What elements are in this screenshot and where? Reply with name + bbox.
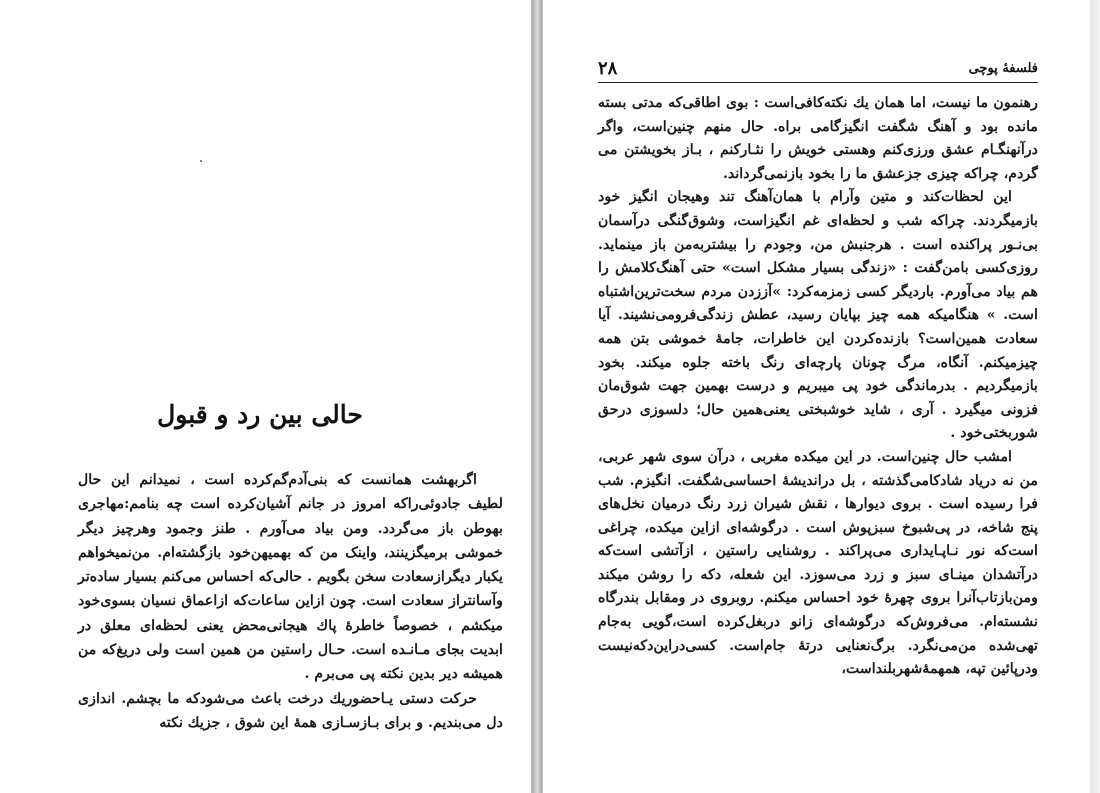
left-paragraph-1: اگربهشت همانست که بنی‌آدم‌گم‌کرده است ، نمیدانم این حال لطیف جادوئی‌راکه امروز در جانم آشیان‌کرده است چه بنامم:مهاجری بهوطن باز می‌گردد. ومن بیاد می‌آورم . طنز وجمود وهرچیز دیگر خموشی برمیگزینند، واینک من که بهمیهن‌خود بازگشته‌ام. من‌نمیخواهم یکبار دیگرازسعادت سخن بگویم . حالی‌که احساس می‌کنم بسیار ساده‌تر وآسانتراز سعادت است. چون ازاین ساعات‌که ازاعماق نسیان بسوی‌خود میکشم ، خصوصاً خاطرهٔ پاك هیجانی‌محض یعنی لحظه‌ای معلق در ابدیت بجای مـانـده است. حـال راستین من همین است ولی دریغ‌که من همیشه دیر بدین نکته پی می‌برم .	[78, 472, 503, 683]
page-header	[598, 60, 1038, 83]
right-paragraph-2: این لحظات‌کند و متین وآرام با همان‌آهنگ تند وهیجان انگیز خود بازمیگردند. چراکه شب و لحظه‌ای غم انگیزاست، وشوق‌گنگی درآسمان بی‌نـور پراکنده است . هرجنبش من، وجودم را بیشتربه‌من باز مینماید. روزی‌کسی بامن‌گفت : «زندگی بسیار مشکل است» حتی آهنگ‌کلامش را هم بیاد می‌آورم. باردیگر کسی زمزمه‌کرد: »آززدن مردم سخت‌ترین‌اشتباه است. » هنگامیکه همه چیز بپایان رسید، عطش زندگی‌فرومی‌نشیند. آیا سعادت همین‌است؟ بازنده‌کردن این خاطرات، جامهٔ خموشی بتن همه چیزمیکنم. آنگاه، مرگ چونان پارچه‌ای رنگ باخته جلوه میکند. بخود بازمیگردیم . بدرماندگی خود پی میبریم و درست بهمین جهت شوق‌مان فزونی میگیرد . آری ، شاید خوشبختی یعنی‌همین حال؛ دلسوزی درحق شوربختی‌خود .	[598, 189, 1038, 442]
running-title: فلسفهٔ پوچی	[968, 61, 1038, 76]
page-edge	[1090, 0, 1100, 793]
left-page	[0, 0, 532, 793]
ink-speck	[200, 160, 202, 162]
right-paragraph-1: رهنمون ما نیست، اما همان يك نکته‌کافی‌است : بوی اطاقی‌که مدتی بسته مانده بود و آهنگ شگفت انگیزگامی براه. حال منهم چنین‌است، واگر درآنهنگـام عشق ورزی‌کنم وهستی خویش را نثـارکنم ، بـاز بخویشتن می گردم، چراکه چیزی جزعشق ما را بخود بازنمی‌گرداند.	[598, 95, 1038, 182]
chapter-title: حالی بین رد و قبول	[157, 400, 363, 429]
right-body-text	[598, 92, 1038, 682]
left-body-text	[78, 468, 503, 735]
book-gutter	[532, 0, 542, 793]
right-paragraph-3: امشب حال چنین‌است. در این میکده مغربی ، درآن سوی شهر عربی، من نه درياد شادکامی‌گذشته ، بل دراندیشهٔ احساسی‌شگفت. انگیزم. شب فرا رسیده است . بروی دیوارها ، نقش شیران زرد رنگ درمیان نخل‌های پنج شاخه، در پی‌شبوخ سبزپوش است . درگوشه‌ای ازاین میکده، چراغی است‌که نور نـاپـایداری می‌پراکند . روشنایی راستین ، ازآتشی است‌که درآتشدان مینـای سبز و زرد می‌سوزد. این شعله، دکه را روشن میکند ومن‌بازتاب‌آنرا بروی چهرهٔ خود احساس میکنم. روبروی در ومقابل بندرگاه نشسته‌ام. می‌فروش‌که درگوشه‌ای زانو دربغل‌کرده است،گویی به‌جام تهی‌شده من‌می‌نگرد. برگ‌نعنایی درتهٔ جام‌است. کسی‌دراین‌دکه‌نیست ودرپائین تپه، همهمهٔ‌شهربلنداست،	[598, 448, 1038, 678]
left-paragraph-2: حرکت دستی یـاحضوریك درخت باعث می‌شودکه ما بچشم. اندازی دل می‌بندیم. و برای بـازسـازی همهٔ این شوق ، جزیك نکته	[78, 690, 503, 731]
page-number: ۲۸	[598, 58, 618, 79]
